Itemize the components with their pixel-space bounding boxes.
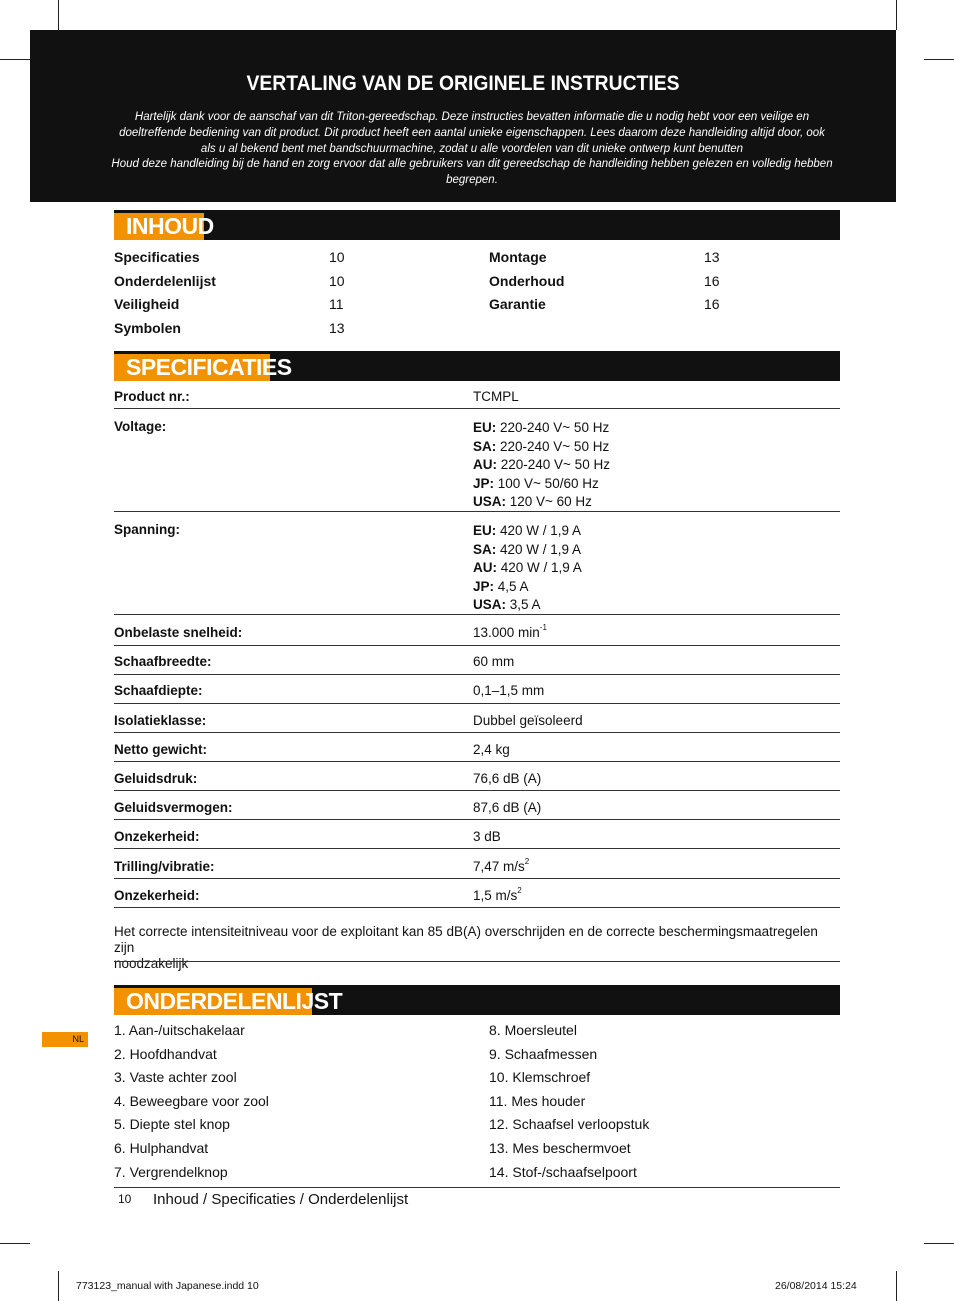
spec-row-product: [114, 389, 840, 409]
toc-entry[interactable]: Veiligheid: [114, 296, 180, 312]
spec-row: [114, 713, 840, 733]
intro-line: Hartelijk dank voor de aanschaf van dit Triton-gereedschap. Deze instructies bevatten informatie die u nodig hebt voor een veilige en: [134, 111, 810, 123]
spec-row: [114, 683, 840, 704]
part-item: 5. Diepte stel knop: [114, 1116, 230, 1132]
spec-value: 3 dB: [473, 829, 501, 844]
spec-value: 76,6 dB (A): [473, 771, 542, 786]
toc-page: 13: [329, 320, 345, 336]
spec-row-uncertainty: [114, 888, 840, 908]
spec-value: 1,5 $m/s^2$: [473, 886, 522, 903]
spec-value: EU: 420 W / 1,9 A SA: 420 W / 1,9 A AU: 420 W / 1,9 A JP: 4,5 A USA: 3,5 A: [473, 523, 582, 612]
section-heading-specificaties: [114, 351, 840, 381]
toc-page: 16: [704, 273, 720, 289]
spec-value: 2,4 kg: [473, 742, 510, 757]
intro-line: doeltreffende bediening van dit product. Dit product heeft een aantal unieke eigenschappen. Lees daarom deze handleiding altijd door, ook: [119, 126, 825, 139]
date-slug: 26/08/2014 15:24: [775, 1280, 857, 1292]
spec-value: 60 mm: [473, 654, 515, 669]
toc-page: 10: [329, 273, 345, 289]
spec-label: Geluidsdruk:: [114, 771, 198, 786]
spec-row-speed: [114, 625, 840, 646]
spec-value: 87,6 dB (A): [473, 800, 542, 815]
spec-row-vibration: [114, 859, 840, 879]
crop-mark: [924, 1243, 954, 1244]
spec-value: Dubbel geïsoleerd: [473, 713, 583, 728]
part-item: 14. Stof-/schaafselpoort: [489, 1164, 637, 1180]
spec-label: Trilling/vibratie:: [114, 859, 215, 874]
toc-entry[interactable]: Garantie: [489, 296, 546, 312]
crop-mark: [0, 1243, 30, 1244]
part-item: 13. Mes beschermvoet: [489, 1140, 631, 1156]
spec-label: Spanning:: [114, 522, 180, 537]
toc-entry[interactable]: Specificaties: [114, 249, 200, 265]
intro-line: als u al bekend bent met bandschuurmachine, zodat u alle voordelen van dit unieke ontwerp kunt benutten: [200, 142, 744, 155]
spec-label: Netto gewicht:: [114, 742, 207, 757]
spec-value: 7,47 $m/s^2$: [473, 857, 530, 874]
page-title: VERTALING VAN DE ORIGINELE INSTRUCTIES: [246, 72, 680, 95]
spec-row: [114, 654, 840, 675]
crop-mark: [0, 59, 30, 60]
language-tab: NL: [42, 1032, 88, 1047]
section-title: INHOUD: [126, 213, 214, 239]
crop-mark: [896, 1271, 897, 1301]
part-item: 11. Mes houder: [489, 1093, 586, 1109]
intro-line: Houd deze handleiding bij de hand en zorg ervoor dat alle gebruikers van dit gereedschap de handleiding hebben gelezen en volledig hebben: [111, 158, 833, 171]
spec-label: Isolatieklasse:: [114, 713, 207, 728]
section-heading-inhoud: [114, 210, 840, 240]
section-heading-onderdelenlijst: [114, 985, 840, 1015]
part-item: 9. Schaafmessen: [489, 1046, 598, 1062]
part-item: 2. Hoofdhandvat: [114, 1046, 217, 1062]
spec-row-power: [114, 522, 840, 615]
spec-label: Onzekerheid:: [114, 829, 200, 844]
spec-label: Geluidsvermogen:: [114, 800, 233, 815]
spec-value: TCMPL: [473, 389, 519, 404]
spec-value: EU: 220-240 V~ 50 Hz SA: 220-240 V~ 50 Hz AU: 220-240 V~ 50 Hz JP: 100 V~ 50/60 Hz USA: 120 V~ 60 Hz: [473, 420, 610, 509]
spec-label: Voltage:: [114, 419, 167, 434]
part-item: 3. Vaste achter zool: [114, 1069, 237, 1085]
part-item: 1. Aan-/uitschakelaar: [114, 1022, 245, 1038]
crop-mark: [58, 0, 59, 30]
spec-label: Onbelaste snelheid:: [114, 625, 243, 640]
spec-label: Schaafdiepte:: [114, 683, 203, 698]
part-item: 4. Beweegbare voor zool: [114, 1093, 269, 1109]
toc-page: 16: [704, 296, 720, 312]
spec-label: Product nr.:: [114, 389, 190, 404]
toc-entry[interactable]: Symbolen: [114, 320, 181, 336]
spec-label: Schaafbreedte:: [114, 654, 212, 669]
section-title: SPECIFICATIES: [126, 354, 292, 380]
toc-entry[interactable]: Onderdelenlijst: [114, 273, 216, 289]
spec-value: 0,1–1,5 mm: [473, 683, 545, 698]
crop-mark: [896, 0, 897, 30]
intro-line: begrepen.: [446, 174, 498, 187]
header-banner: [30, 30, 896, 202]
intro-text: [92, 110, 852, 189]
part-item: 10. Klemschroef: [489, 1069, 591, 1085]
spec-row: [114, 800, 840, 820]
footer-title: Inhoud / Specificaties / Onderdelenlijst: [153, 1191, 409, 1208]
section-title: ONDERDELENLIJST: [126, 988, 343, 1014]
spec-note: Het correcte intensiteitniveau voor de exploitant kan 85 dB(A) overschrijden en de correcte beschermingsmaatregelen zijn noodzakelijk: [114, 924, 818, 971]
toc-page: 10: [329, 249, 345, 265]
crop-mark: [58, 1271, 59, 1301]
footer-divider: [114, 1187, 840, 1188]
part-item: 8. Moersleutel: [489, 1022, 577, 1038]
spec-row-voltage: [114, 419, 840, 512]
spec-row: [114, 742, 840, 762]
file-slug: 773123_manual with Japanese.indd 10: [76, 1280, 259, 1292]
spec-row: [114, 771, 840, 791]
part-item: 6. Hulphandvat: [114, 1140, 209, 1156]
toc-page: 13: [704, 249, 720, 265]
toc-page: 11: [329, 296, 344, 312]
toc-entry[interactable]: Montage: [489, 249, 547, 265]
part-item: 12. Schaafsel verloopstuk: [489, 1116, 650, 1132]
crop-mark: [924, 59, 954, 60]
part-item: 7. Vergrendelknop: [114, 1164, 228, 1180]
spec-row: [114, 829, 840, 849]
toc-entry[interactable]: Onderhoud: [489, 273, 565, 289]
spec-label: Onzekerheid:: [114, 888, 200, 903]
divider: [114, 961, 840, 962]
page-number: 10: [118, 1192, 132, 1206]
spec-value: 13.000 $\min^{-1}$: [473, 623, 547, 640]
